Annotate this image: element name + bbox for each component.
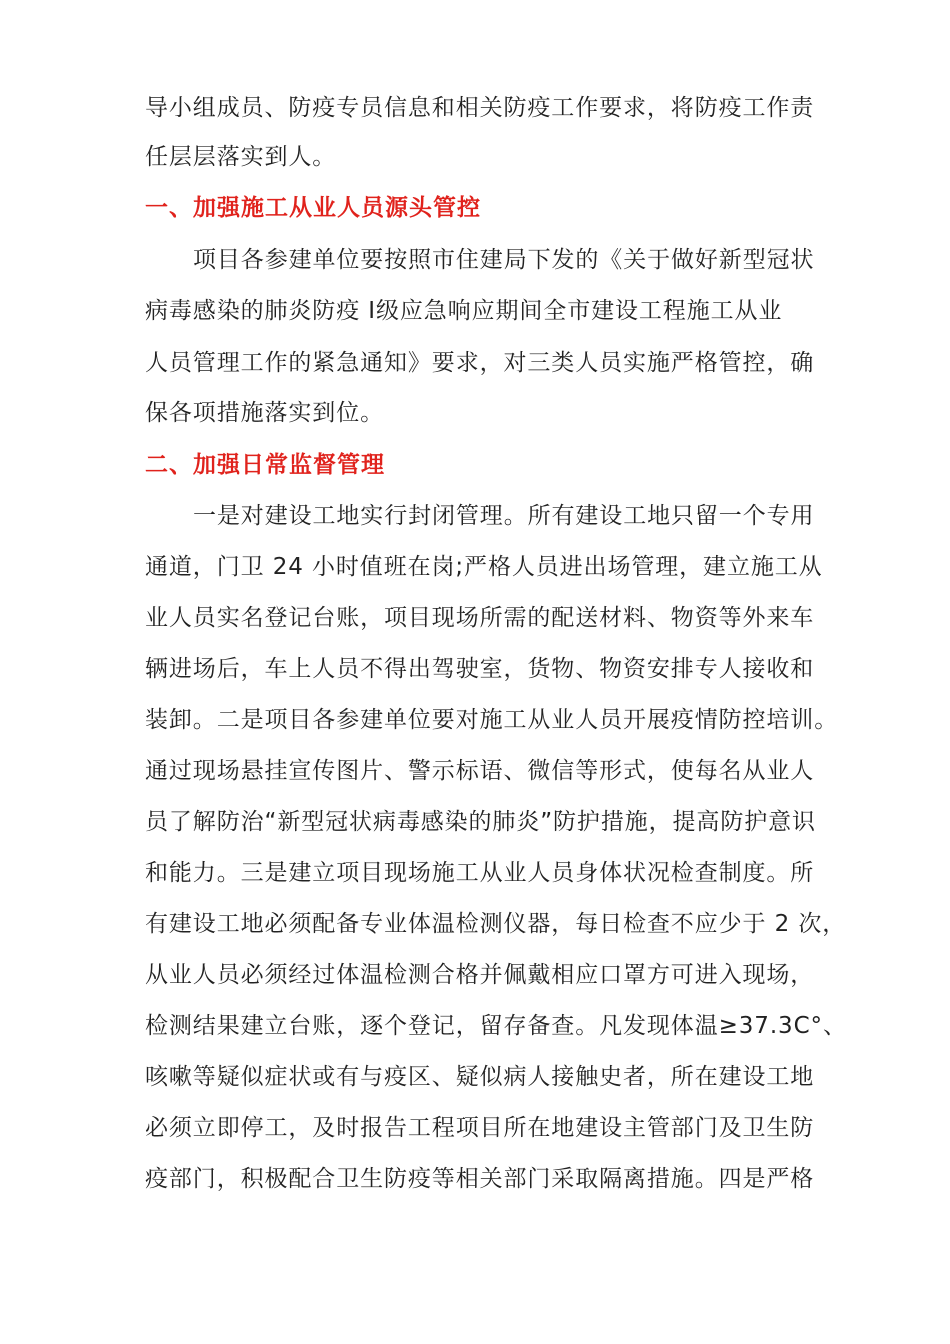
paragraph-line: 装卸。二是项目各参建单位要对施工从业人员开展疫情防控培训。 bbox=[145, 707, 839, 733]
paragraph-line: 必须立即停工，及时报告工程项目所在地建设主管部门及卫生防 bbox=[145, 1115, 815, 1141]
paragraph-line: 通道，门卫 24 小时值班在岗;严格人员进出场管理，建立施工从 bbox=[145, 554, 823, 580]
paragraph-line: 业人员实名登记台账，项目现场所需的配送材料、物资等外来车 bbox=[145, 605, 815, 631]
paragraph-line: 检测结果建立台账，逐个登记，留存备查。凡发现体温≥37.3C°、 bbox=[145, 1013, 847, 1039]
paragraph-line: 通过现场悬挂宣传图片、警示标语、微信等形式，使每名从业人 bbox=[145, 758, 815, 784]
paragraph-line: 一是对建设工地实行封闭管理。所有建设工地只留一个专用 bbox=[193, 503, 815, 529]
paragraph-line: 有建设工地必须配备专业体温检测仪器，每日检查不应少于 2 次， bbox=[145, 911, 847, 937]
paragraph-line: 人员管理工作的紧急通知》要求，对三类人员实施严格管控，确 bbox=[145, 350, 815, 376]
section-heading-2: 二、加强日常监督管理 bbox=[145, 452, 385, 478]
paragraph-line: 导小组成员、防疫专员信息和相关防疫工作要求，将防疫工作责 bbox=[145, 95, 815, 121]
paragraph-line: 疫部门，积极配合卫生防疫等相关部门采取隔离措施。四是严格 bbox=[145, 1166, 815, 1192]
paragraph-line: 员了解防治“新型冠状病毒感染的肺炎”防护措施，提高防护意识 bbox=[145, 809, 816, 835]
paragraph-line: 保各项措施落实到位。 bbox=[145, 400, 384, 426]
paragraph-line: 和能力。三是建立项目现场施工从业人员身体状况检查制度。所 bbox=[145, 860, 815, 886]
paragraph-line: 从业人员必须经过体温检测合格并佩戴相应口罩方可进入现场， bbox=[145, 962, 815, 988]
paragraph-line: 病毒感染的肺炎防疫 Ⅰ级应急响应期间全市建设工程施工从业 bbox=[145, 298, 783, 324]
paragraph-line: 任层层落实到人。 bbox=[145, 144, 337, 170]
section-heading-1: 一、加强施工从业人员源头管控 bbox=[145, 195, 481, 221]
paragraph-line: 辆进场后，车上人员不得出驾驶室，货物、物资安排专人接收和 bbox=[145, 656, 815, 682]
paragraph-line: 项目各参建单位要按照市住建局下发的《关于做好新型冠状 bbox=[193, 247, 815, 273]
paragraph-line: 咳嗽等疑似症状或有与疫区、疑似病人接触史者，所在建设工地 bbox=[145, 1064, 815, 1090]
